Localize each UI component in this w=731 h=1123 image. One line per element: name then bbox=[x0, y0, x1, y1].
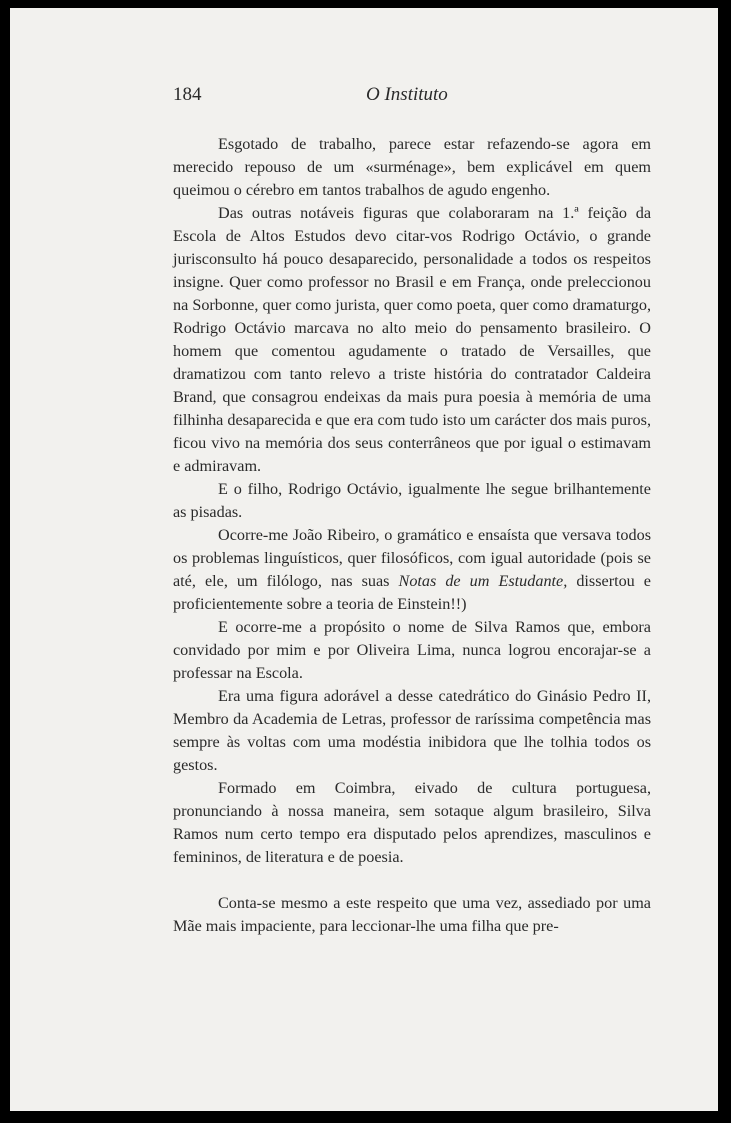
page-number: 184 bbox=[173, 84, 202, 105]
book-title-notas-de-um-estudante: Notas de um Estudante, bbox=[398, 572, 568, 590]
paragraph-8: Conta-se mesmo a este respeito que uma vez, assediado por uma Mãe mais impaciente, para leccionar-lhe uma filha que pre- bbox=[173, 894, 651, 935]
paragraph-3: E o filho, Rodrigo Octávio, igualmente lhe segue brilhantemente as pisadas. bbox=[173, 480, 651, 521]
running-title: O Instituto bbox=[366, 84, 448, 105]
paragraph-4 bbox=[173, 524, 651, 616]
paragraph-4-start: Ocorre-me João Ribeiro, o gramático e ensaísta que versava todos os problemas linguísticos, quer filosóficos, com igual autoridade (pois se até, ele, um filólogo, nas suas bbox=[173, 526, 651, 590]
paragraph-6: Era uma figura adorável a desse catedrático do Ginásio Pedro II, Membro da Academia de Letras, professor de raríssima competência mas sempre às voltas com uma modéstia inibidora que lhe tolhia todos os gestos. bbox=[173, 687, 651, 774]
paragraph-1: Esgotado de trabalho, parece estar refazendo-se agora em merecido repouso de um «surménage», bem explicável em quem queimou o cérebro em tantos trabalhos de agudo engenho. bbox=[173, 135, 651, 199]
book-page bbox=[10, 8, 718, 1111]
paragraph-5: E ocorre-me a propósito o nome de Silva Ramos que, embora convidado por mim e por Oliveira Lima, nunca logrou encorajar-se a professar na Escola. bbox=[173, 618, 651, 682]
body-text bbox=[173, 133, 651, 938]
page-header bbox=[173, 84, 653, 106]
paragraph-4-end: dissertou e proficientemente sobre a teoria de Einstein!!) bbox=[173, 572, 651, 613]
paragraph-7: Formado em Coimbra, eivado de cultura portuguesa, pronunciando à nossa maneira, sem sotaque algum brasileiro, Silva Ramos num certo tempo era disputado pelos aprendizes, masculinos e femininos, de literatura e de poesia. bbox=[173, 779, 651, 866]
paragraph-2: Das outras notáveis figuras que colaboraram na 1.ª feição da Escola de Altos Estudos devo citar-vos Rodrigo Octávio, o grande jurisconsulto há pouco desaparecido, personalidade a todos os respeitos insigne. Quer como professor no Brasil e em França, onde preleccionou na Sorbonne, quer como jurista, quer como poeta, quer como dramaturgo, Rodrigo Octávio marcava no alto meio do pensamento brasileiro. O homem que comentou agudamente o tratado de Versailles, que dramatizou com tanto relevo a triste história do contratador Caldeira Brand, que consagrou endeixas da mais pura poesia à memória de uma filhinha desaparecida e que era com tudo isto um carácter dos mais puros, ficou vivo na memória dos seus conterrâneos que por igual o estimavam e admiravam. bbox=[173, 204, 651, 475]
